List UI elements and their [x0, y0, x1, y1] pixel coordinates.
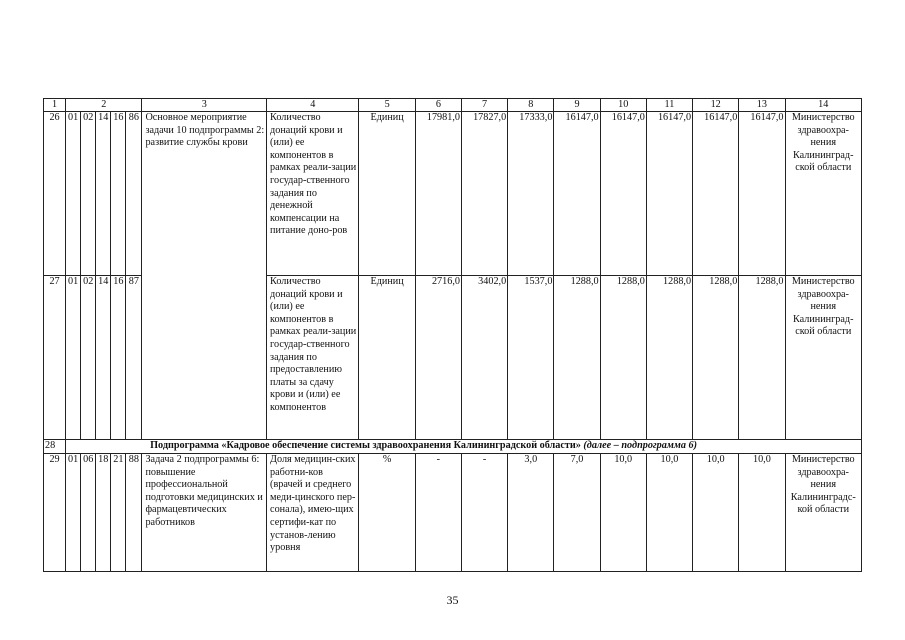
- subprogram-title-bold: Подпрограмма «Кадровое обеспечение системы здравоохранения Калининградской области»: [150, 440, 581, 451]
- value-cell: 17827,0: [461, 112, 507, 276]
- code-cell: 21: [111, 454, 126, 572]
- indicator-cell: Количество донаций крови и (или) ее компонентов в рамках реали-зации государ-ственного задания по предоставлению платы за сдачу крови и (или) ее компонентов: [267, 276, 359, 440]
- value-cell: 10,0: [693, 454, 739, 572]
- code-cell: 01: [66, 112, 81, 276]
- subprogram-title: [66, 440, 862, 454]
- code-cell: 06: [81, 454, 96, 572]
- value-cell: 16147,0: [646, 112, 692, 276]
- value-cell: 3,0: [508, 454, 554, 572]
- value-cell: 1537,0: [508, 276, 554, 440]
- code-cell: 16: [111, 112, 126, 276]
- page-number: 35: [446, 593, 459, 607]
- indicators-table: [43, 98, 862, 572]
- header-cell: 2: [66, 99, 142, 112]
- subprogram-title-italic: (далее – подпрограмма 6): [580, 440, 697, 451]
- table-row: [44, 112, 862, 276]
- value-cell: 1288,0: [600, 276, 646, 440]
- value-cell: -: [461, 454, 507, 572]
- value-cell: 16147,0: [693, 112, 739, 276]
- code-cell: 86: [126, 112, 142, 276]
- value-cell: 16147,0: [554, 112, 600, 276]
- header-cell: 13: [739, 99, 785, 112]
- value-cell: -: [415, 454, 461, 572]
- code-cell: 01: [66, 276, 81, 440]
- row-number: 26: [44, 112, 66, 276]
- code-cell: 16: [111, 276, 126, 440]
- value-cell: 1288,0: [739, 276, 785, 440]
- unit-cell: Единиц: [359, 276, 415, 440]
- value-cell: 1288,0: [693, 276, 739, 440]
- header-cell: 6: [415, 99, 461, 112]
- org-cell: Министерство здравоохра-нения Калининградс-кой области: [785, 454, 862, 572]
- unit-cell: %: [359, 454, 415, 572]
- header-cell: 10: [600, 99, 646, 112]
- unit-cell: Единиц: [359, 112, 415, 276]
- header-cell: 1: [44, 99, 66, 112]
- subprogram-row: [44, 440, 862, 454]
- header-cell: 3: [142, 99, 267, 112]
- row-number: 27: [44, 276, 66, 440]
- code-cell: 88: [126, 454, 142, 572]
- header-cell: 12: [693, 99, 739, 112]
- activity-cell: Задача 2 подпрограммы 6: повышение профессиональной подготовки медицинских и фармацевтических работников: [142, 454, 267, 572]
- code-cell: 02: [81, 112, 96, 276]
- value-cell: 7,0: [554, 454, 600, 572]
- header-cell: 9: [554, 99, 600, 112]
- code-cell: 14: [96, 112, 111, 276]
- indicator-cell: Доля медицин-ских работни-ков (врачей и среднего меди-цинского пер-сонала), имею-щих сертифи-кат по установ-лению уровня: [267, 454, 359, 572]
- code-cell: 18: [96, 454, 111, 572]
- header-cell: 11: [646, 99, 692, 112]
- header-cell: 7: [461, 99, 507, 112]
- header-cell: 4: [267, 99, 359, 112]
- value-cell: 10,0: [739, 454, 785, 572]
- value-cell: 1288,0: [554, 276, 600, 440]
- header-cell: 5: [359, 99, 415, 112]
- value-cell: 16147,0: [600, 112, 646, 276]
- code-cell: 01: [66, 454, 81, 572]
- header-cell: 14: [785, 99, 862, 112]
- table-row: [44, 454, 862, 572]
- value-cell: 10,0: [646, 454, 692, 572]
- code-cell: 87: [126, 276, 142, 440]
- indicator-cell: Количество донаций крови и (или) ее компонентов в рамках реали-зации государ-ственного задания по денежной компенсации на питание доно-ров: [267, 112, 359, 276]
- row-number: 29: [44, 454, 66, 572]
- org-cell: Министерство здравоохра-нения Калининград-ской области: [785, 112, 862, 276]
- value-cell: 10,0: [600, 454, 646, 572]
- value-cell: 16147,0: [739, 112, 785, 276]
- value-cell: 17981,0: [415, 112, 461, 276]
- header-row: [44, 99, 862, 112]
- value-cell: 3402,0: [461, 276, 507, 440]
- value-cell: 1288,0: [646, 276, 692, 440]
- code-cell: 02: [81, 276, 96, 440]
- org-cell: Министерство здравоохра-нения Калининград-ской области: [785, 276, 862, 440]
- activity-cell: Основное мероприятие задачи 10 подпрограммы 2: развитие службы крови: [142, 112, 267, 440]
- row-number: 28: [44, 440, 66, 454]
- value-cell: 2716,0: [415, 276, 461, 440]
- code-cell: 14: [96, 276, 111, 440]
- value-cell: 17333,0: [508, 112, 554, 276]
- header-cell: 8: [508, 99, 554, 112]
